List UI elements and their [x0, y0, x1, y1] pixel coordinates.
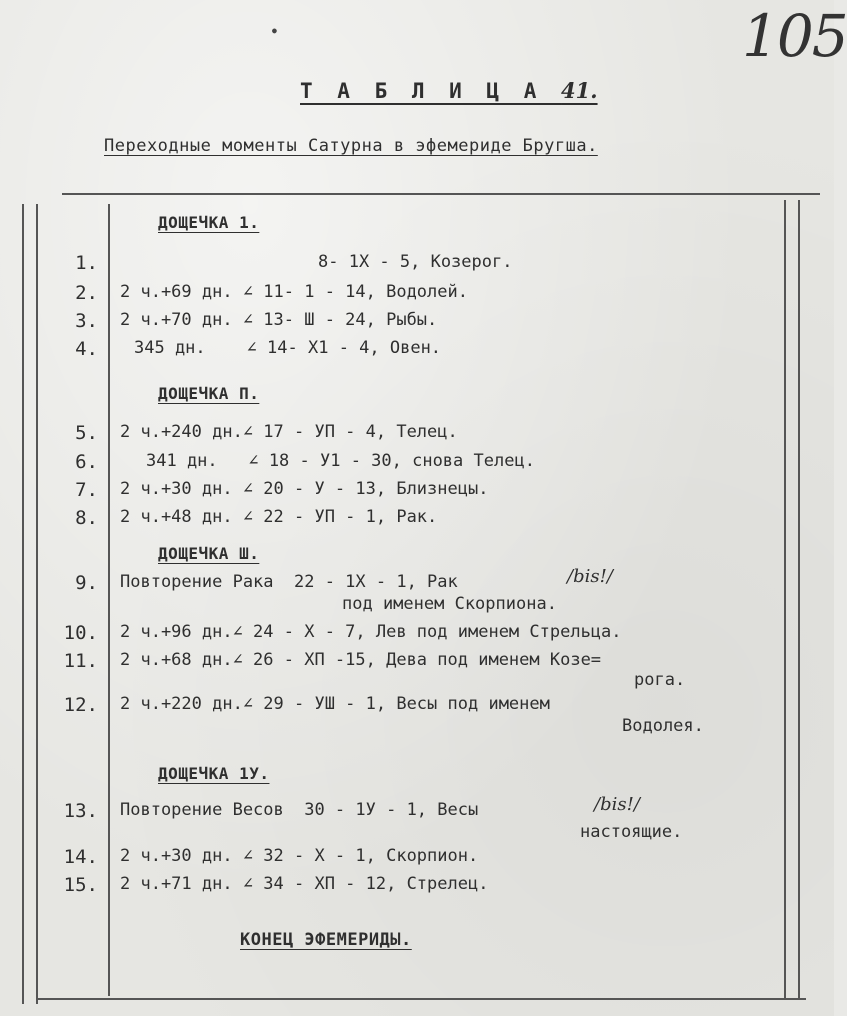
table-row — [0, 252, 834, 282]
row-text: 2 ч.+240 дн.∠ 17 - УП - 4, Телец. — [120, 422, 458, 442]
table-row — [0, 874, 834, 904]
row-continuation: под именем Скорпиона. — [342, 594, 557, 614]
row-text: 2 ч.+70 дн. ∠ 13- Ш - 24, Рыбы. — [120, 310, 438, 330]
folio-number: 105 — [742, 2, 847, 70]
table-row — [0, 650, 834, 690]
table-subtitle: Переходные моменты Сатурна в эфемериде Бругша. — [104, 136, 598, 156]
row-number: 1. — [75, 252, 98, 274]
table-row — [0, 622, 834, 652]
table-row — [0, 694, 834, 736]
row-text: 2 ч.+48 дн. ∠ 22 - УП - 1, Рак. — [120, 507, 438, 527]
row-text: 345 дн. ∠ 14- Х1 - 4, Овен. — [134, 338, 442, 358]
row-text: 2 ч.+30 дн. ∠ 32 - Х - 1, Скорпион. — [120, 846, 479, 866]
row-text: 2 ч.+68 дн.∠ 26 - ХП -15, Дева под именем Козе= — [120, 650, 602, 670]
row-continuation: настоящие. — [580, 822, 683, 842]
table-title — [300, 78, 598, 103]
row-number: 13. — [63, 800, 98, 822]
row-number: 10. — [63, 622, 98, 644]
row-text: 2 ч.+71 дн. ∠ 34 - ХП - 12, Стрелец. — [120, 874, 489, 894]
row-continuation: рога. — [634, 670, 686, 690]
table-row — [0, 451, 834, 481]
section-heading-4: ДОЩЕЧКА 1У. — [158, 764, 270, 783]
row-continuation: Водолея. — [622, 716, 704, 736]
row-number: 3. — [75, 310, 98, 332]
row-number: 8. — [75, 507, 98, 529]
section-heading-2: ДОЩЕЧКА П. — [158, 384, 260, 403]
table-row — [0, 846, 834, 876]
row-text: Повторение Весов 30 - 1У - 1, Весы — [120, 800, 489, 820]
row-text: 8- 1Х - 5, Козерог. — [318, 252, 513, 272]
row-number: 9. — [75, 572, 98, 594]
row-number: 5. — [75, 422, 98, 444]
row-number: 2. — [75, 282, 98, 304]
row-number: 6. — [75, 451, 98, 473]
table-row — [0, 422, 834, 452]
row-number: 7. — [75, 479, 98, 501]
row-number: 14. — [63, 846, 98, 868]
ink-speck: ● — [272, 26, 277, 35]
table-row — [0, 282, 834, 312]
table-title-typed: Т А Б Л И Ц А — [300, 79, 562, 103]
handwritten-note: /bis!/ — [594, 794, 640, 815]
row-number: 15. — [63, 874, 98, 896]
row-number: 11. — [63, 650, 98, 672]
row-text: 2 ч.+96 дн.∠ 24 - Х - 7, Лев под именем Стрельца. — [120, 622, 622, 642]
table-row — [0, 479, 834, 509]
row-text: 2 ч.+69 дн. ∠ 11- 1 - 14, Водолей. — [120, 282, 468, 302]
table-title-handwritten-number: 41. — [561, 78, 598, 103]
section-heading-1: ДОЩЕЧКА 1. — [158, 213, 260, 232]
table-row — [0, 310, 834, 340]
row-text: 341 дн. ∠ 18 - У1 - 30, снова Телец. — [146, 451, 535, 471]
row-number: 4. — [75, 338, 98, 360]
row-text: 2 ч.+30 дн. ∠ 20 - У - 13, Близнецы. — [120, 479, 489, 499]
bottom-rule — [36, 998, 806, 1000]
table-row — [0, 507, 834, 537]
table-row — [0, 338, 834, 368]
table-row — [0, 566, 834, 614]
handwritten-note: /bis!/ — [567, 566, 613, 587]
top-rule — [62, 193, 820, 195]
table-row — [0, 794, 834, 842]
row-text: Повторение Рака 22 - 1Х - 1, Рак — [120, 572, 468, 592]
row-number: 12. — [63, 694, 98, 716]
end-of-ephemeris-label: КОНЕЦ ЭФЕМЕРИДЫ. — [240, 930, 412, 950]
section-heading-3: ДОЩЕЧКА Ш. — [158, 544, 260, 563]
row-text: 2 ч.+220 дн.∠ 29 - УШ - 1, Весы под именем — [120, 694, 550, 714]
